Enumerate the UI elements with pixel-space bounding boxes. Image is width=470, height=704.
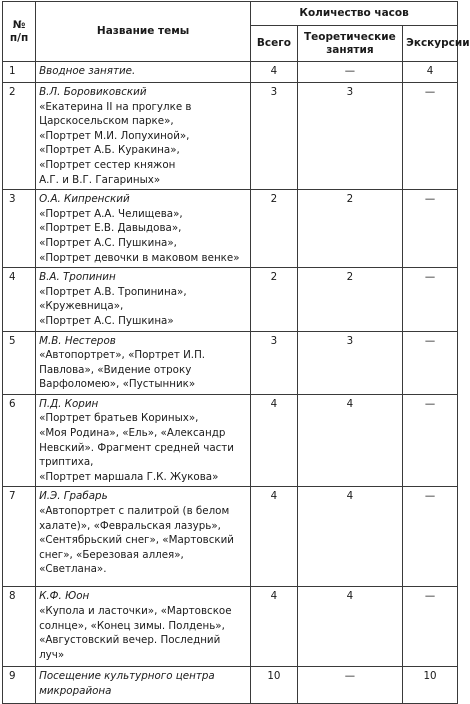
- header-num: № п/п: [3, 2, 36, 62]
- table-row: [3, 83, 458, 190]
- topic-line: Варфоломею», «Пустынник»: [39, 378, 196, 391]
- topic-line: «Автопортрет», «Портрет И.П.: [39, 349, 206, 362]
- topic-line: микрорайона: [39, 685, 112, 698]
- topic-line: солнце», «Конец зимы. Полдень»,: [39, 619, 225, 632]
- table-body: [3, 62, 458, 704]
- topic-line: «Екатерина II на прогулке в: [39, 100, 192, 113]
- hours-theory: 3: [297, 83, 402, 190]
- row-topic: [36, 268, 251, 331]
- topic-line: «Моя Родина», «Ель», «Александр: [39, 427, 226, 440]
- topic-line: «Портрет братьев Кориных»,: [39, 412, 199, 425]
- topic-line: «Портрет маршала Г.К. Жукова»: [39, 470, 219, 483]
- hours-total: 4: [251, 62, 298, 83]
- hours-total: 4: [251, 487, 298, 587]
- topic-author: К.Ф. Юон: [39, 590, 90, 603]
- hours-excursions: —: [403, 394, 458, 487]
- table-row: [3, 331, 458, 394]
- topic-line: «Портрет девочки в маковом венке»: [39, 251, 240, 264]
- hours-total: 10: [251, 667, 298, 704]
- hours-theory: —: [297, 667, 402, 704]
- hours-theory: 2: [297, 190, 402, 268]
- topic-line: «Портрет сестер княжон: [39, 158, 176, 171]
- header-excursions: Экскурсии: [403, 26, 458, 62]
- hours-excursions: —: [403, 331, 458, 394]
- topic-author: М.В. Нестеров: [39, 334, 116, 347]
- hours-excursions: —: [403, 587, 458, 667]
- hours-theory: 3: [297, 331, 402, 394]
- topic-line: «Портрет А.В. Тропинина»,: [39, 285, 187, 298]
- topic-line: халате)», «Февральская лазурь»,: [39, 519, 221, 532]
- topic-author: П.Д. Корин: [39, 397, 99, 410]
- header-topic: Название темы: [36, 2, 251, 62]
- table-row: [3, 667, 458, 704]
- row-topic: [36, 487, 251, 587]
- row-number: 3: [3, 190, 36, 268]
- table-row: [3, 190, 458, 268]
- topic-line: триптиха,: [39, 456, 94, 469]
- topic-line: Вводное занятие.: [39, 65, 136, 77]
- hours-excursions: 4: [403, 62, 458, 83]
- topic-author: В.Л. Боровиковский: [39, 86, 147, 98]
- row-number: 5: [3, 331, 36, 394]
- header-theory: Теоретические занятия: [297, 26, 402, 62]
- hours-total: 4: [251, 587, 298, 667]
- hours-theory: 4: [297, 487, 402, 587]
- hours-excursions: —: [403, 83, 458, 190]
- topic-author: И.Э. Грабарь: [39, 490, 108, 503]
- hours-excursions: —: [403, 487, 458, 587]
- row-topic: [36, 190, 251, 268]
- header-row: [3, 2, 458, 26]
- table-row: [3, 62, 458, 83]
- row-topic: [36, 667, 251, 704]
- topic-line: снег», «Березовая аллея»,: [39, 548, 184, 561]
- topic-line: «Портрет М.И. Лопухиной»,: [39, 129, 190, 142]
- header-total: Всего: [251, 26, 298, 62]
- table-row: [3, 587, 458, 667]
- hours-total: 4: [251, 394, 298, 487]
- topic-line: «Автопортрет с палитрой (в белом: [39, 505, 230, 518]
- topic-line: «Купола и ласточки», «Мартовское: [39, 605, 232, 618]
- hours-excursions: —: [403, 190, 458, 268]
- table-row: [3, 487, 458, 587]
- hours-theory: 4: [297, 394, 402, 487]
- row-topic: [36, 587, 251, 667]
- hours-total: 2: [251, 268, 298, 331]
- topic-line: А.Г. и В.Г. Гагариных»: [39, 173, 161, 186]
- topic-author: В.А. Тропинин: [39, 271, 116, 284]
- topic-line: «Светлана».: [39, 563, 107, 576]
- row-number: 8: [3, 587, 36, 667]
- topic-author: О.А. Кипренский: [39, 193, 130, 206]
- header-hours: Количество часов: [251, 2, 458, 26]
- topic-line: Царскосельском парке»,: [39, 115, 174, 128]
- topic-line: Павлова», «Видение отроку: [39, 363, 192, 376]
- row-topic: [36, 331, 251, 394]
- hours-excursions: 10: [403, 667, 458, 704]
- topic-line: «Портрет А.С. Пушкина»,: [39, 236, 177, 249]
- hours-theory: 4: [297, 587, 402, 667]
- topic-line: «Портрет Е.В. Давыдова»,: [39, 222, 182, 235]
- topic-line: «Портрет А.Б. Куракина»,: [39, 144, 180, 157]
- table-row: [3, 394, 458, 487]
- row-number: 4: [3, 268, 36, 331]
- topic-line: «Августовский вечер. Последний: [39, 634, 221, 647]
- topic-line: Посещение культурного центра: [39, 670, 215, 683]
- row-number: 2: [3, 83, 36, 190]
- row-topic: [36, 83, 251, 190]
- hours-theory: —: [297, 62, 402, 83]
- hours-total: 3: [251, 83, 298, 190]
- row-number: 1: [3, 62, 36, 83]
- topic-line: «Кружевница»,: [39, 300, 124, 313]
- hours-excursions: —: [403, 268, 458, 331]
- topic-line: «Портрет А.А. Челищева»,: [39, 207, 183, 220]
- row-topic: [36, 394, 251, 487]
- row-topic: [36, 62, 251, 83]
- row-number: 6: [3, 394, 36, 487]
- hours-total: 3: [251, 331, 298, 394]
- row-number: 9: [3, 667, 36, 704]
- topic-line: луч»: [39, 648, 65, 661]
- hours-total: 2: [251, 190, 298, 268]
- hours-theory: 2: [297, 268, 402, 331]
- topic-line: «Портрет А.С. Пушкина»: [39, 314, 174, 327]
- topic-line: Невский». Фрагмент средней части: [39, 441, 234, 454]
- row-number: 7: [3, 487, 36, 587]
- curriculum-table: [2, 1, 470, 704]
- topic-line: «Сентябрьский снег», «Мартовский: [39, 534, 234, 547]
- table-row: [3, 268, 458, 331]
